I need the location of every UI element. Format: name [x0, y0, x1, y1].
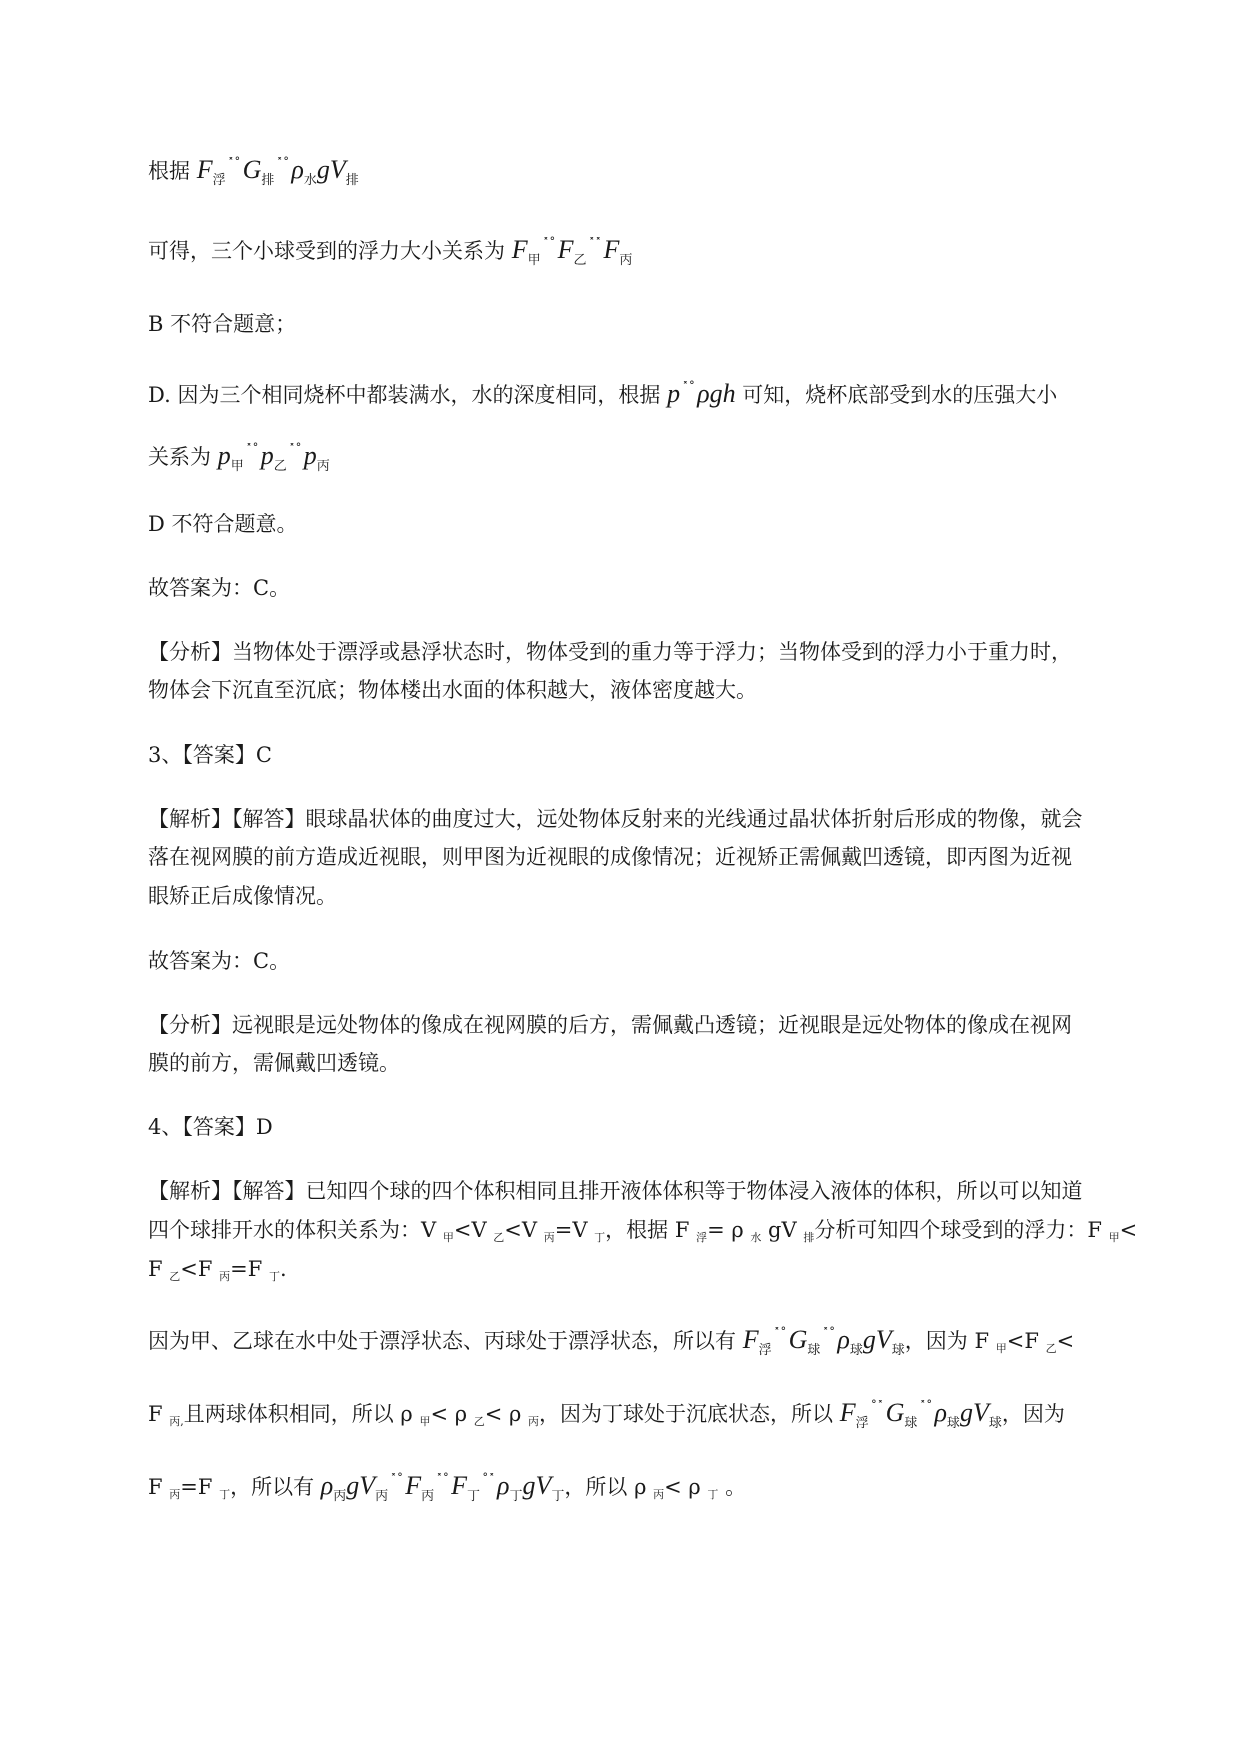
line-text: F [148, 1475, 170, 1499]
math-subscript: 球 [988, 1416, 1002, 1431]
line-text: 且两球体积相同，所以 ρ [183, 1402, 420, 1426]
text-line [148, 1322, 1074, 1364]
line-text: B 不符合题意； [148, 312, 297, 336]
text-subscript: 水 [750, 1231, 762, 1244]
math-subscript: 球 [904, 1416, 918, 1431]
math-subscript: 丙 [619, 253, 633, 268]
line-text: =F [180, 1475, 220, 1499]
math-symbol: gV [346, 1471, 376, 1500]
text-subscript: 乙 [473, 1415, 485, 1428]
text-subscript: 甲 [419, 1415, 431, 1428]
math-subscript: 浮 [212, 173, 226, 188]
relation-symbol: ˟˚ [276, 157, 290, 172]
line-text: ，根据 F [605, 1218, 697, 1242]
text-subscript: 丙, [169, 1415, 184, 1428]
text-subscript: 甲 [1108, 1231, 1120, 1244]
line-text: 。 [718, 1475, 747, 1499]
math-subscript: 丙 [421, 1489, 435, 1504]
text-line [148, 1114, 273, 1140]
line-text: <V [453, 1218, 494, 1242]
text-subscript: 乙 [169, 1270, 181, 1283]
text-line [148, 1012, 1072, 1038]
relation-symbol: ˟˚ [436, 1473, 450, 1488]
text-subscript: 浮 [696, 1231, 708, 1244]
math-subscript: 水 [303, 173, 317, 188]
math-symbol: p [260, 441, 274, 470]
math-subscript: 丙 [375, 1489, 389, 1504]
math-symbol: p [303, 441, 317, 470]
math-subscript: 球 [849, 1343, 863, 1358]
text-line [148, 438, 330, 480]
line-text: = ρ [707, 1218, 751, 1242]
line-text: D. 因为三个相同烧杯中都装满水，水的深度相同，根据 [148, 383, 668, 407]
line-text: ，所以 ρ [564, 1475, 654, 1499]
line-text: ，因为丁球处于沉底状态，所以 [539, 1402, 840, 1426]
math-symbol: ρ [934, 1398, 947, 1427]
line-text: < ρ [664, 1475, 708, 1499]
line-text: F [148, 1402, 170, 1426]
line-text: 膜的前方，需佩戴凹透镜。 [148, 1051, 400, 1075]
text-subscript: 乙 [1045, 1342, 1057, 1355]
math-symbol: ρgh [697, 379, 736, 408]
text-subscript: 丁 [219, 1488, 231, 1501]
line-text: 四个球排开水的体积关系为：V [148, 1218, 443, 1242]
text-subscript: 丁 [707, 1488, 719, 1501]
relation-symbol: ˟˚ [822, 1327, 836, 1342]
text-subscript: 排 [803, 1231, 815, 1244]
math-subscript: 球 [946, 1416, 960, 1431]
text-line [148, 1256, 287, 1290]
math-subscript: 丁 [509, 1489, 523, 1504]
math-symbol: F [742, 1325, 759, 1354]
line-text: 关系为 [148, 445, 218, 469]
line-text: 故答案为：C。 [148, 576, 291, 600]
text-line [148, 232, 632, 274]
math-symbol: gV [862, 1325, 892, 1354]
math-symbol: ρ [497, 1471, 510, 1500]
relation-symbol: ˟˚ [227, 157, 241, 172]
math-subscript: 丙 [333, 1489, 347, 1504]
text-subscript: 丙 [219, 1270, 231, 1283]
text-line [148, 1395, 1065, 1437]
line-text: 【分析】当物体处于漂浮或悬浮状态时，物体受到的重力等于浮力；当物体受到的浮力小于重力时， [148, 640, 1072, 664]
math-symbol: ρ [320, 1471, 334, 1500]
math-subscript: 甲 [230, 459, 244, 474]
math-symbol: gV [959, 1398, 989, 1427]
math-symbol: F [839, 1398, 856, 1427]
text-line [148, 511, 298, 537]
line-text: < [1056, 1329, 1075, 1353]
text-line [148, 1217, 1137, 1251]
relation-symbol: ˟˚ [773, 1327, 787, 1342]
line-text: F [148, 1257, 170, 1281]
math-subscript: 乙 [273, 459, 287, 474]
text-line [148, 883, 337, 909]
math-subscript: 排 [261, 173, 275, 188]
line-text: D 不符合题意。 [148, 512, 298, 536]
text-line [148, 152, 359, 194]
math-subscript: 丁 [466, 1489, 480, 1504]
text-line [148, 575, 290, 601]
line-text: 4、【答案】D [148, 1115, 273, 1139]
math-subscript: 乙 [573, 253, 587, 268]
text-subscript: 乙 [493, 1231, 505, 1244]
text-subscript: 丙 [543, 1231, 555, 1244]
text-line [148, 742, 272, 768]
line-text: < [1119, 1218, 1138, 1242]
math-subscript: 甲 [527, 253, 541, 268]
relation-symbol: ˚˟ [870, 1400, 884, 1415]
relation-symbol: ˟˚ [919, 1400, 933, 1415]
math-symbol: G [242, 155, 262, 184]
text-subscript: 丙 [653, 1488, 665, 1501]
math-symbol: F [603, 235, 620, 264]
text-line [148, 677, 757, 703]
math-symbol: ρ [291, 155, 304, 184]
math-subscript: 浮 [758, 1343, 772, 1358]
relation-symbol: ˟˚ [288, 443, 302, 458]
math-symbol: p [667, 379, 681, 408]
line-text: 眼矫正后成像情况。 [148, 884, 337, 908]
math-subscript: 浮 [855, 1416, 869, 1431]
line-text: 落在视网膜的前方造成近视眼，则甲图为近视眼的成像情况；近视矫正需佩戴凹透镜，即丙图为近视 [148, 845, 1072, 869]
text-line [148, 639, 1072, 665]
line-text: <F [1006, 1329, 1046, 1353]
math-subscript: 丁 [551, 1489, 565, 1504]
line-text: 【分析】远视眼是远处物体的像成在视网膜的后方，需佩戴凸透镜；近视眼是远处物体的像成在视网 [148, 1013, 1072, 1037]
line-text: 分析可知四个球受到的浮力：F [814, 1218, 1109, 1242]
line-text: <V [504, 1218, 544, 1242]
text-subscript: 甲 [995, 1342, 1007, 1355]
math-symbol: F [405, 1471, 422, 1500]
relation-symbol: ˟˚ [245, 443, 259, 458]
math-subscript: 球 [807, 1343, 821, 1358]
text-subscript: 甲 [442, 1231, 454, 1244]
math-symbol: gV [316, 155, 346, 184]
text-line [148, 844, 1072, 870]
math-symbol: F [451, 1471, 467, 1500]
line-text: 故答案为：C。 [148, 949, 291, 973]
text-subscript: 丙 [169, 1488, 181, 1501]
text-line [148, 1178, 1083, 1204]
line-text: ，因为 [1001, 1402, 1065, 1426]
relation-symbol: ˟˟ [588, 237, 602, 252]
math-symbol: G [788, 1325, 808, 1354]
line-text: ，所以有 [230, 1475, 321, 1499]
line-text: 可得，三个小球受到的浮力大小关系为 [148, 239, 512, 263]
math-symbol: ρ [837, 1325, 850, 1354]
line-text: <F [180, 1257, 220, 1281]
line-text: =F [230, 1257, 269, 1281]
math-symbol: G [885, 1398, 905, 1427]
text-subscript: 丙 [528, 1415, 540, 1428]
line-text: gV [761, 1218, 804, 1242]
text-line [148, 1050, 400, 1076]
line-text: 【解析】【解答】眼球晶状体的曲度过大，远处物体反射来的光线通过晶状体折射后形成的物像，就会 [148, 807, 1083, 831]
relation-symbol: ˟˚ [542, 237, 556, 252]
line-text: 3、【答案】C [148, 743, 272, 767]
text-line [148, 376, 1057, 408]
relation-symbol: ˟˚ [682, 381, 696, 396]
math-subscript: 丙 [316, 459, 330, 474]
line-text: 【解析】【解答】已知四个球的四个体积相同且排开液体体积等于物体浸入液体的体积，所以可以知道 [148, 1179, 1083, 1203]
line-text: < ρ [484, 1402, 529, 1426]
line-text: 根据 [148, 159, 197, 183]
line-text: ，因为 F [904, 1329, 996, 1353]
text-subscript: 丁 [268, 1270, 280, 1283]
line-text: =V [554, 1218, 595, 1242]
math-symbol: F [557, 235, 574, 264]
line-text: 可知，烧杯底部受到水的压强大小 [735, 383, 1058, 407]
math-symbol: gV [522, 1471, 552, 1500]
line-text: 物体会下沉直至沉底；物体楼出水面的体积越大，液体密度越大。 [148, 678, 757, 702]
line-text: . [279, 1257, 287, 1281]
math-symbol: p [217, 441, 231, 470]
math-subscript: 球 [891, 1343, 905, 1358]
math-symbol: F [511, 235, 528, 264]
relation-symbol: ˟˚ [390, 1473, 404, 1488]
text-line [148, 311, 296, 337]
text-subscript: 丁 [594, 1231, 606, 1244]
text-line [148, 806, 1083, 832]
math-subscript: 排 [345, 173, 359, 188]
text-line [148, 1468, 746, 1510]
line-text: < ρ [430, 1402, 474, 1426]
line-text: 因为甲、乙球在水中处于漂浮状态、丙球处于漂浮状态，所以有 [148, 1329, 743, 1353]
relation-symbol: ˚˟ [482, 1473, 495, 1488]
math-symbol: F [196, 155, 213, 184]
text-line [148, 948, 290, 974]
